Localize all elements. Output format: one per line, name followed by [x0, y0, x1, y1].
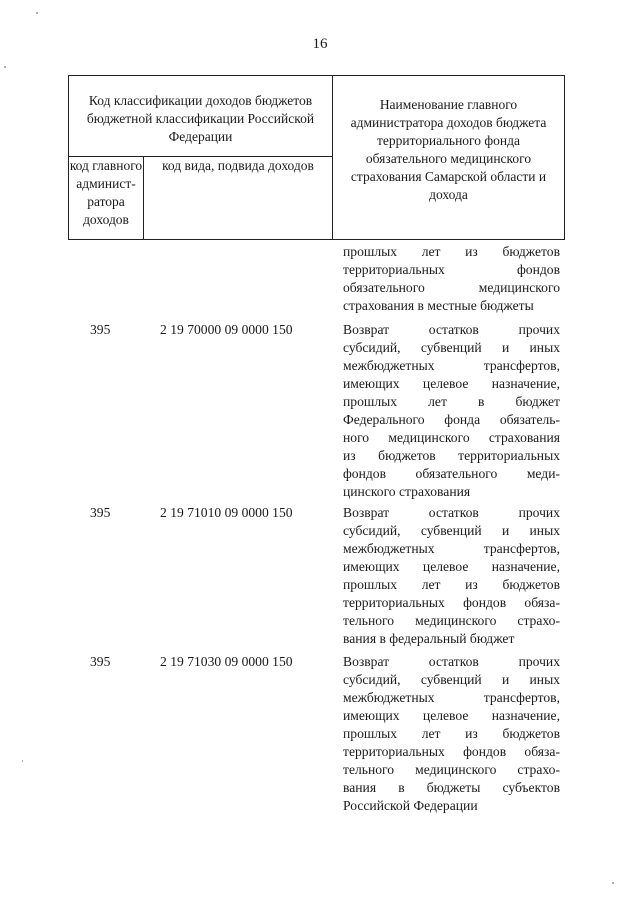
text-line: Возврат остатков прочих	[343, 505, 560, 520]
text-line: ного медицинского страхования	[343, 430, 560, 445]
text-line: тельного медицинского страхо-	[343, 613, 560, 628]
row-revenue-code: 2 19 71030 09 0000 150	[160, 654, 293, 669]
text-line: Федерального фонда обязатель-	[343, 412, 560, 427]
row-name	[343, 321, 560, 501]
text-line: прошлых лет из бюджетов	[343, 577, 560, 592]
admin-code-header: код главного админист-ратора доходов	[69, 157, 144, 240]
text-line: тельного медицинского страхо-	[343, 762, 560, 777]
text-line: фондов обязательного меди-	[343, 466, 560, 481]
scan-speck	[612, 882, 614, 884]
text-line: субсидий, субвенций и иных	[343, 340, 560, 355]
type-code-header: код вида, подвида доходов	[144, 157, 333, 240]
text-line: обязательного медицинского	[343, 280, 560, 295]
page-number: 16	[312, 36, 328, 52]
row-name	[343, 504, 560, 648]
text-line: прошлых лет из бюджетов	[343, 726, 560, 741]
classification-header: Код классификации доходов бюджетов бюджетной классификации Российской Федерации	[69, 76, 333, 157]
text-line: цинского страхования	[343, 484, 471, 499]
text-line: имеющих целевое назначение,	[343, 559, 560, 574]
text-line: имеющих целевое назначение,	[343, 708, 560, 723]
text-line: вания в бюджеты субъектов	[343, 780, 560, 795]
text-line: Возврат остатков прочих	[343, 322, 560, 337]
name-header: Наименование главного администратора доходов бюджета территориального фонда обязательного медицинского страхования Самарской области и дохода	[333, 76, 565, 240]
text-line: вания в федеральный бюджет	[343, 631, 515, 646]
text-line: межбюджетных трансфертов,	[343, 541, 560, 556]
header-table	[68, 75, 565, 240]
scan-speck	[4, 66, 6, 68]
text-line: имеющих целевое назначение,	[343, 376, 560, 391]
text-line: страхования в местные бюджеты	[343, 298, 534, 313]
row-name	[343, 653, 560, 815]
text-line: территориальных фондов обяза-	[343, 744, 560, 759]
row-revenue-code: 2 19 70000 09 0000 150	[160, 322, 293, 337]
row-admin-code: 395	[90, 322, 111, 337]
text-line: территориальных фондов обяза-	[343, 595, 560, 610]
text-line: из бюджетов территориальных	[343, 448, 560, 463]
text-line: межбюджетных трансфертов,	[343, 358, 560, 373]
row-admin-code: 395	[90, 654, 111, 669]
row-revenue-code: 2 19 71010 09 0000 150	[160, 505, 293, 520]
text-line: территориальных фондов	[343, 262, 560, 277]
row-admin-code: 395	[90, 505, 111, 520]
text-line: Российской Федерации	[343, 798, 478, 813]
text-line: прошлых лет из бюджетов	[343, 244, 560, 259]
continuation-text	[343, 243, 560, 315]
scan-speck	[36, 12, 38, 14]
scan-speck	[22, 760, 23, 762]
text-line: субсидий, субвенций и иных	[343, 523, 560, 538]
text-line: Возврат остатков прочих	[343, 654, 560, 669]
text-line: межбюджетных трансфертов,	[343, 690, 560, 705]
text-line: субсидий, субвенций и иных	[343, 672, 560, 687]
text-line: прошлых лет в бюджет	[343, 394, 560, 409]
